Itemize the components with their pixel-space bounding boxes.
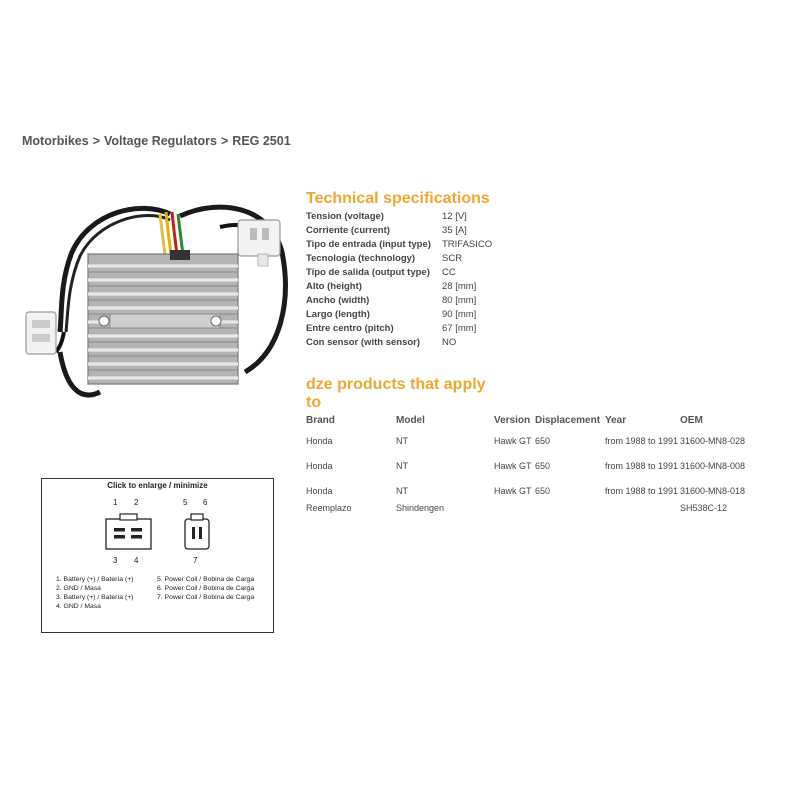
pin-label-7: 7: [193, 556, 198, 565]
cell-oem: 31600-MN8-008: [680, 460, 746, 471]
cell-displacement: 650: [535, 435, 551, 446]
spec-label: Tipo de entrada (input type): [306, 239, 431, 250]
spec-value: NO: [442, 337, 457, 348]
cell-year: from 1988 to 1991: [605, 460, 679, 471]
cell-year: from 1988 to 1991: [605, 485, 679, 496]
spec-value: 90 [mm]: [442, 309, 477, 320]
cell-oem: 31600-MN8-028: [680, 435, 746, 446]
spec-value: TRIFASICO: [442, 239, 493, 250]
cell-model: NT: [396, 485, 408, 496]
replacement-code: SH538C-12: [680, 503, 728, 513]
spec-label: Corriente (current): [306, 225, 390, 236]
legend-item: 4. GND / Masa: [56, 603, 101, 610]
spec-label: Tecnologia (technology): [306, 253, 416, 264]
cell-version: Hawk GT: [494, 460, 532, 471]
cell-displacement: 650: [535, 460, 551, 471]
replacement-row: [306, 503, 750, 517]
cell-empty: [494, 503, 535, 517]
header-oem: OEM: [680, 415, 703, 426]
spec-value: SCR: [442, 253, 463, 264]
legend-left: [56, 575, 133, 611]
pin-label-2: 2: [134, 498, 139, 507]
spec-row: [306, 252, 492, 266]
cell-year: from 1988 to 1991: [605, 435, 679, 446]
breadcrumb-link-voltage-regulators[interactable]: Voltage Regulators: [104, 134, 217, 148]
spec-row: [306, 224, 492, 238]
spec-value: 35 [A]: [442, 225, 467, 236]
header-displacement: Displacement: [535, 415, 601, 426]
pin-label-4: 4: [134, 556, 139, 565]
cell-model: NT: [396, 435, 408, 446]
diagram-toggle-link[interactable]: Click to enlarge / minimize: [107, 481, 208, 490]
cell-oem: 31600-MN8-018: [680, 485, 746, 496]
cell-version: Hawk GT: [494, 435, 532, 446]
specs-table: [306, 210, 492, 350]
spec-label: Ancho (width): [306, 295, 370, 306]
replacement-label: Reemplazo: [306, 503, 352, 513]
spec-label: Entre centro (pitch): [306, 323, 394, 334]
spec-label: Tipo de salida (output type): [306, 267, 430, 278]
connector-diagram[interactable]: [41, 478, 274, 633]
cell-empty: [605, 503, 680, 517]
pin-label-3: 3: [113, 556, 118, 565]
header-version: Version: [494, 415, 531, 426]
legend-item: 3. Battery (+) / Batería (+): [56, 594, 134, 601]
spec-row: [306, 308, 492, 322]
header-model: Model: [396, 415, 425, 426]
applications-title: dze products that apply to: [306, 376, 486, 411]
spec-row: [306, 238, 492, 252]
spec-row: [306, 336, 492, 350]
table-header-row: [306, 414, 750, 428]
cell-version: Hawk GT: [494, 485, 532, 496]
legend-item: 1. Battery (+) / Batería (+): [56, 576, 134, 583]
spec-label: Tension (voltage): [306, 211, 384, 222]
cell-brand: Honda: [306, 485, 333, 496]
legend-right: [157, 575, 254, 602]
pin-label-1: 1: [113, 498, 118, 507]
breadcrumb-current-page: REG 2501: [232, 134, 291, 148]
table-row: [306, 453, 750, 478]
cell-brand: Honda: [306, 435, 333, 446]
specs-title: Technical specifications: [306, 190, 490, 207]
pin-label-6: 6: [203, 498, 208, 507]
spec-label: Alto (height): [306, 281, 362, 292]
replacement-maker: Shindengen: [396, 503, 445, 513]
legend-item: 2. GND / Masa: [56, 585, 101, 592]
four-pin-connector-icon: [106, 514, 151, 549]
table-row: [306, 478, 750, 503]
legend-item: 7. Power Coil / Bobina de Carga: [157, 594, 255, 601]
breadcrumb: [22, 134, 291, 148]
breadcrumb-separator: >: [220, 134, 229, 148]
spec-value: 12 [V]: [442, 211, 467, 222]
legend-item: 5. Power Coil / Bobina de Carga: [157, 576, 255, 583]
header-year: Year: [605, 415, 627, 426]
applications-table: [306, 414, 750, 517]
cell-displacement: 650: [535, 485, 551, 496]
spec-row: [306, 280, 492, 294]
three-pin-connector-icon: [185, 514, 209, 549]
spec-row: [306, 210, 492, 224]
header-brand: Brand: [306, 415, 335, 426]
spec-row: [306, 266, 492, 280]
cell-brand: Honda: [306, 460, 333, 471]
cell-model: NT: [396, 460, 408, 471]
spec-label: Largo (length): [306, 309, 370, 320]
spec-value: 80 [mm]: [442, 295, 477, 306]
breadcrumb-link-motorbikes[interactable]: Motorbikes: [22, 134, 89, 148]
pin-label-5: 5: [183, 498, 188, 507]
breadcrumb-separator: >: [92, 134, 100, 148]
spec-value: CC: [442, 267, 456, 278]
spec-value: 67 [mm]: [442, 323, 477, 334]
spec-value: 28 [mm]: [442, 281, 477, 292]
legend-item: 6. Power Coil / Bobina de Carga: [157, 585, 255, 592]
table-row: [306, 428, 750, 453]
spec-row: [306, 322, 492, 336]
product-image[interactable]: [20, 192, 298, 422]
cell-empty: [535, 503, 605, 517]
spec-label: Con sensor (with sensor): [306, 337, 421, 348]
spec-row: [306, 294, 492, 308]
